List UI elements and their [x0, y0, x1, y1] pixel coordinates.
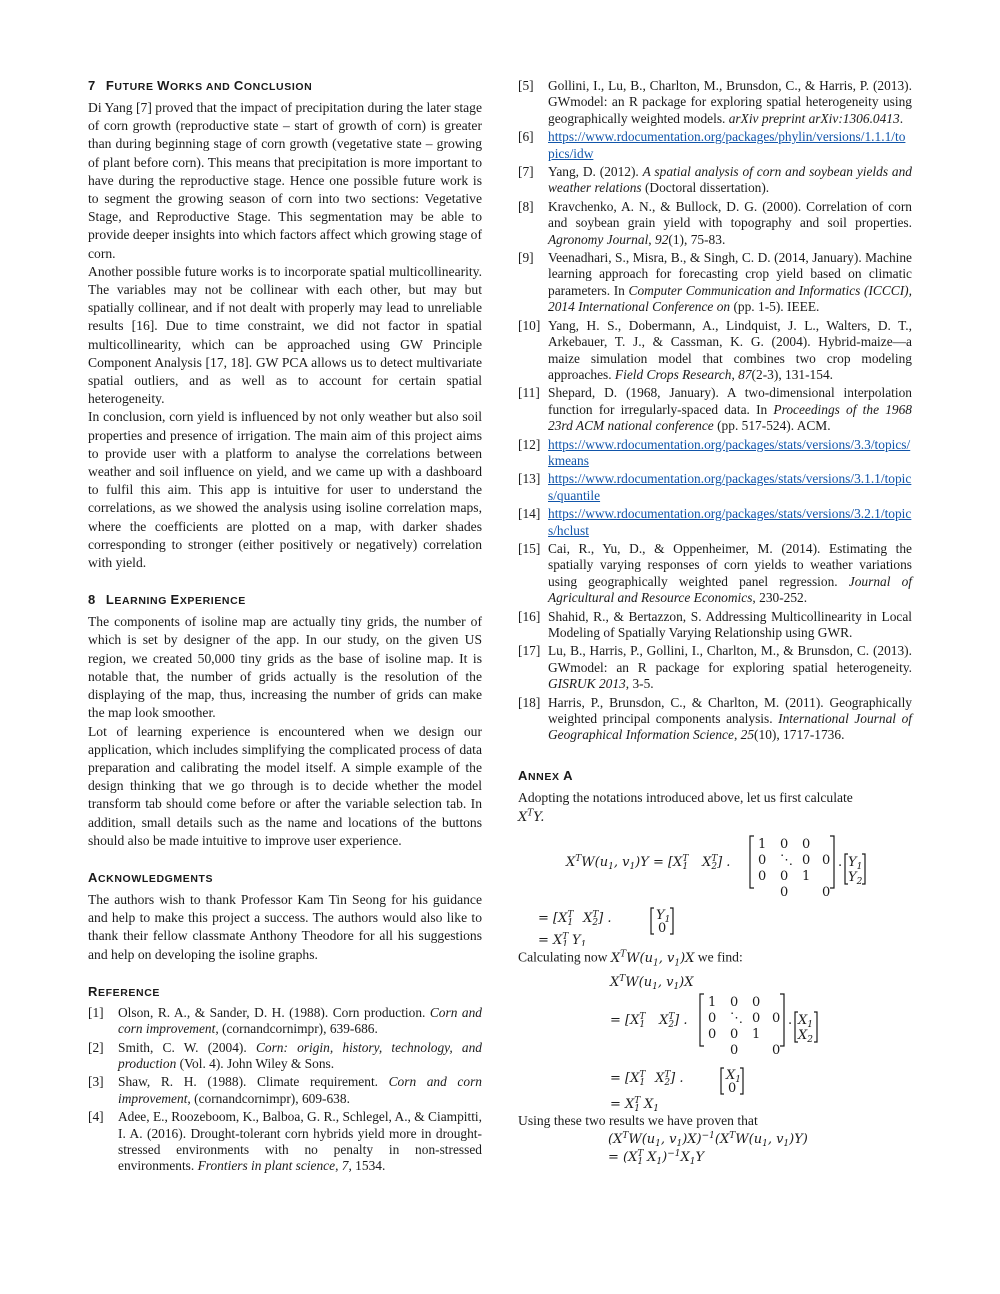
svg-text:(XTW(u1, v1)X)−1(XTW(u1, v1)Y): ($X^TW(u_1$, $v_1)X)^{-1}(X^TW(u_1$, $v_1)Y$)	[608, 1131, 808, 1150]
reference-number: [5]	[518, 78, 534, 93]
paragraph: In conclusion, corn yield is influenced by not only weather but also soil properties and presence of irrigation. The main aim of this project aims to provide user with a platform to analyse the correlations between weather and soil influence on yield, and we came up with a dashboard to fulfil this aim. This app is intuitive for user to understand the correlations, as we showed the analysis using isoline correlation maps, where the coefficients are plotted on a map, with darker shades corresponding to stronger (either positively or negatively) correlation with yield.	[88, 409, 482, 571]
svg-text:= XT1Y1: = $X^T$ 1 $Y_1$	[538, 932, 587, 947]
reference-link[interactable]: https://www.rdocumentation.org/packages/phylin/versions/1.1.1/topics/idw	[548, 129, 906, 161]
svg-text:0: 0	[708, 1027, 717, 1043]
annex-calc-now: Calculating now $X^TW(u_1$, $v_1)X$ we find:	[518, 949, 743, 969]
reference-list-left	[88, 1005, 482, 1175]
svg-text:0: 0	[752, 1011, 761, 1027]
reference-link[interactable]: https://www.rdocumentation.org/packages/stats/versions/3.3/topics/kmeans	[548, 436, 911, 468]
reference-item: [2] Smith, C. W. (2004). Corn: origin, history, technology, and production (Vol. 4). John Wiley & Sons.	[88, 1039, 483, 1071]
reference-number: [6]	[518, 129, 534, 145]
svg-text:0: 0	[772, 1043, 781, 1059]
reference-number: [14]	[518, 506, 541, 522]
reference-item: [5] Gollini, I., Lu, B., Charlton, M., Brunsdon, C., & Harris, P. (2013). GWmodel: an R package for exploring spatial heterogeneity using geographically weighted models. arXiv preprint arXiv:1306.0413.	[518, 78, 912, 126]
svg-text:0: 0	[730, 995, 739, 1011]
svg-text:1: 1	[752, 1027, 761, 1043]
reference-number: [11]	[518, 385, 540, 401]
reference-list-right	[518, 78, 912, 744]
reference-number: [17]	[518, 643, 541, 659]
eq1-lhs: $X^TW(u_1$, $v_1)Y = [X^T$ 1 $X^T$ 2] .	[566, 854, 731, 873]
svg-text:0: 0	[758, 869, 767, 885]
reference-item: [9] Veenadhari, S., Misra, B., & Singh, C. D. (2014, January). Machine learning approach for forecasting crop yield based on climatic parameters. In Computer Communication and Informatics (ICCCI), 2014 International Conference on (pp. 1-5). IEEE.	[518, 250, 912, 315]
reference-item: [3] Shaw, R. H. (1988). Climate requirement. Corn and corn improvement, (cornandcornimpr), 609-638.	[88, 1074, 482, 1106]
svg-text:Y2: $Y_2$	[848, 870, 863, 888]
svg-text:0: 0	[708, 1011, 717, 1027]
svg-text:X1: $X_1$	[726, 1068, 741, 1086]
svg-text:1: 1	[708, 995, 717, 1011]
svg-text:0: 0	[802, 837, 811, 853]
reference-number: [3]	[88, 1074, 104, 1090]
reference-number: [15]	[518, 540, 541, 556]
reference-item: [1] Olson, R. A., & Sander, D. H. (1988). Corn production. Corn and corn improvement, (cornandcornimpr), 639-686.	[88, 1004, 482, 1037]
reference-item: [11] Shepard, D. (1968, January). A two-dimensional interpolation function for irregularly-spaced data. In Proceedings of the 1968 23rd ACM national conference (pp. 517-524). ACM.	[518, 385, 912, 434]
section-heading-future-works: 7 FUTURE WORKS AND CONCLUSION	[88, 78, 313, 93]
svg-text:⋱: ⋱	[780, 853, 793, 869]
svg-text:⋱: ⋱	[730, 1011, 743, 1027]
reference-item: [17] Lu, B., Harris, P., Gollini, I., Charlton, M., & Brunsdon, C. (2013). GWmodel: an R package for exploring spatial heterogeneity. GISRUK 2013, 3-5.	[518, 643, 912, 692]
svg-text:0: 0	[780, 885, 789, 901]
svg-text:= [XT1XT2] .: = [$X^T$ 1 $X^T$ 2] .	[610, 1012, 688, 1031]
reference-number: [1]	[88, 1004, 104, 1020]
reference-number: [7]	[518, 164, 534, 180]
svg-text:= (XT1X1)−1X1Y: = ($X^T$ 1 $X_1)^{-1}X_1Y$	[608, 1149, 705, 1168]
svg-text:0: 0	[658, 921, 667, 937]
reference-number: [12]	[518, 436, 541, 452]
svg-text:0: 0	[752, 995, 761, 1011]
reference-number: [4]	[88, 1109, 104, 1125]
reference-item: [18] Harris, P., Brunsdon, C., & Charlton, M. (2011). Geographically weighted principal components analysis. International Journal of Geographical Information Science, 25(10), 1717-1736.	[518, 694, 912, 743]
reference-number: [10]	[518, 317, 541, 333]
svg-text:0: 0	[822, 885, 831, 901]
annex-intro: Adopting the notations introduced above, let us first calculate $X^TY$.	[518, 789, 853, 826]
svg-text:0: 0	[728, 1081, 737, 1097]
reference-number: [2]	[88, 1039, 104, 1055]
reference-item: [10] Yang, H. S., Dobermann, A., Lindquist, J. L., Walters, D. T., Arkebauer, T. J., & Cassman, K. G. (2004). Hybrid-maize—a maize simulation model that combines two crop modeling approaches. Field Crops Research, 87(2-3), 131-154.	[518, 317, 912, 382]
svg-text:= [XT1XT2] .: = [$X^T$ 1 $X^T$ 2] .	[538, 910, 612, 929]
svg-text:0: 0	[822, 853, 831, 869]
reference-item: [15] Cai, R., Yu, D., & Oppenheimer, M. (2014). Estimating the spatially varying responses of corn yields to weather variations using geographically weighted panel regression. Journal of Agricultural and Resource Economics, 230-252.	[518, 540, 912, 606]
svg-text:1: 1	[758, 837, 767, 853]
section-heading-annex-a: ANNEX A	[518, 767, 574, 783]
paragraph: The components of isoline map are actually tiny grids, the number of which is set by designer of the app. In our study, on the given US region, we created 50,000 tiny grids as the base of isoline map. It is notable that, the number of grids actually is the resolution of the displaying of the map, thus, increasing the number of grids can make the map look smoother.	[88, 614, 482, 721]
left-column	[88, 78, 482, 1177]
reference-item[interactable]	[518, 471, 912, 504]
reference-number: [16]	[518, 608, 541, 624]
reference-item: [8] Kravchenko, A. N., & Bullock, D. G. (2000). Correlation of corn and soybean grain yield with topography and soil properties. Agronomy Journal, 92(1), 75-83.	[518, 198, 912, 247]
svg-text:0: 0	[730, 1043, 739, 1059]
reference-link[interactable]: https://www.rdocumentation.org/packages/stats/versions/3.1.1/topics/quantile	[548, 471, 912, 503]
svg-text:XTW(u1, v1)X: $X^TW(u_1$, $v_1)X$	[610, 974, 694, 993]
reference-item[interactable]	[518, 506, 912, 539]
svg-text:X1: $X_1$	[798, 1013, 813, 1031]
reference-item: [4] Adee, E., Roozeboom, K., Balboa, G. R., Schlegel, A., & Ciampitti, I. A. (2016). Drought-tolerant corn hybrids yield more in drought-stressed environments with no penalty in non-stressed environments. Frontiers in plant science, 7, 1534.	[88, 1109, 482, 1174]
reference-number: [9]	[518, 250, 534, 266]
paragraph: Another possible future works is to incorporate spatial multicollinearity. The variables may not be collinear with each other, but may but spatially collinear, and if not dealt with properly may lead to unreliable results [16]. Due to time constraint, we did not factor in spatial multicollinearity, which can be approached using GW Principle Component Analysis [17, 18]. GW PCA allows us to detect multivariate spatial outliers, and as well as to account for certain spatial heterogeneity.	[88, 263, 482, 407]
reference-item[interactable]	[518, 129, 912, 162]
reference-number: [18]	[518, 694, 541, 710]
paragraph: Lot of learning experience is encountered when we design our application, which includes simplifying the complicated process of data preparation and calibrating the model itself. A simple example of the design thinking that we go through is to decide whether the model transform tab should come before or after the variable selection tab. In addition, small details such as the name and locations of the buttons should also be made intuitive to improve user experience.	[88, 723, 482, 848]
svg-text:X2: $X_2$	[798, 1028, 813, 1046]
svg-text:.: .	[788, 1013, 793, 1029]
svg-text:= [XT1XT2] .: = [$X^T$ 1 $X^T$ 2] .	[610, 1070, 684, 1089]
reference-link[interactable]: https://www.rdocumentation.org/packages/stats/versions/3.2.1/topics/hclust	[548, 506, 912, 538]
svg-text:1: 1	[802, 869, 811, 885]
reference-number: [8]	[518, 198, 534, 214]
equation-block-2	[518, 972, 912, 1112]
svg-text:0: 0	[802, 853, 811, 869]
right-column	[518, 78, 912, 1169]
svg-text:Y1: $Y_1$	[848, 855, 863, 873]
svg-text:.: .	[838, 855, 843, 871]
paragraph: Di Yang [7] proved that the impact of precipitation during the later stage of corn growth (reproductive state – start of growth of corn) is greater than during beginning stage of corn growth (vegetative state – growing of plant before corn). This means that precipitation is more important to have during the reproductive stage. Hence one possible future work is to segment the growing season of corn into two sections: Vegetative Stage, and Reproductive Stage. This segmentation may be able to provide deeper insights into which factors affect which growing stage of corn.	[88, 100, 482, 261]
section-heading-acknowledgments: ACKNOWLEDGMENTS	[88, 869, 214, 885]
svg-text:0: 0	[758, 853, 767, 869]
annex-using: Using these two results we have proven that	[518, 1113, 758, 1129]
reference-number: [13]	[518, 471, 541, 487]
svg-text:= XT1X1: = $X^T$ 1 $X_1$	[610, 1096, 660, 1113]
svg-text:Y1: $Y_1$	[656, 908, 671, 926]
reference-item[interactable]	[518, 437, 912, 470]
math-xty: $X^TY$.	[518, 808, 545, 826]
svg-text:0: 0	[780, 869, 789, 885]
reference-item: [7] Yang, D. (2012). A spatial analysis of corn and soybean yields and weather relations (Doctoral dissertation).	[518, 164, 912, 196]
equation-block-1	[518, 826, 912, 946]
svg-text:0: 0	[780, 837, 789, 853]
reference-item: [16] Shahid, R., & Bertazzon, S. Addressing Multicollinearity in Local Modeling of Spatially Varying Relationship using GWR.	[518, 608, 912, 640]
paragraph: The authors wish to thank Professor Kam Tin Seong for his guidance and help to make this project a success. The authors would also like to thank their fellow classmate Anthony Theodore for all his suggestions and help on developing the isoline graphs.	[88, 891, 482, 962]
section-heading-reference: REFERENCE	[88, 983, 160, 999]
svg-text:0: 0	[730, 1027, 739, 1043]
svg-text:0: 0	[772, 1011, 781, 1027]
section-heading-learning-experience: 8 LEARNING EXPERIENCE	[88, 592, 246, 608]
equation-block-3	[518, 1129, 912, 1169]
